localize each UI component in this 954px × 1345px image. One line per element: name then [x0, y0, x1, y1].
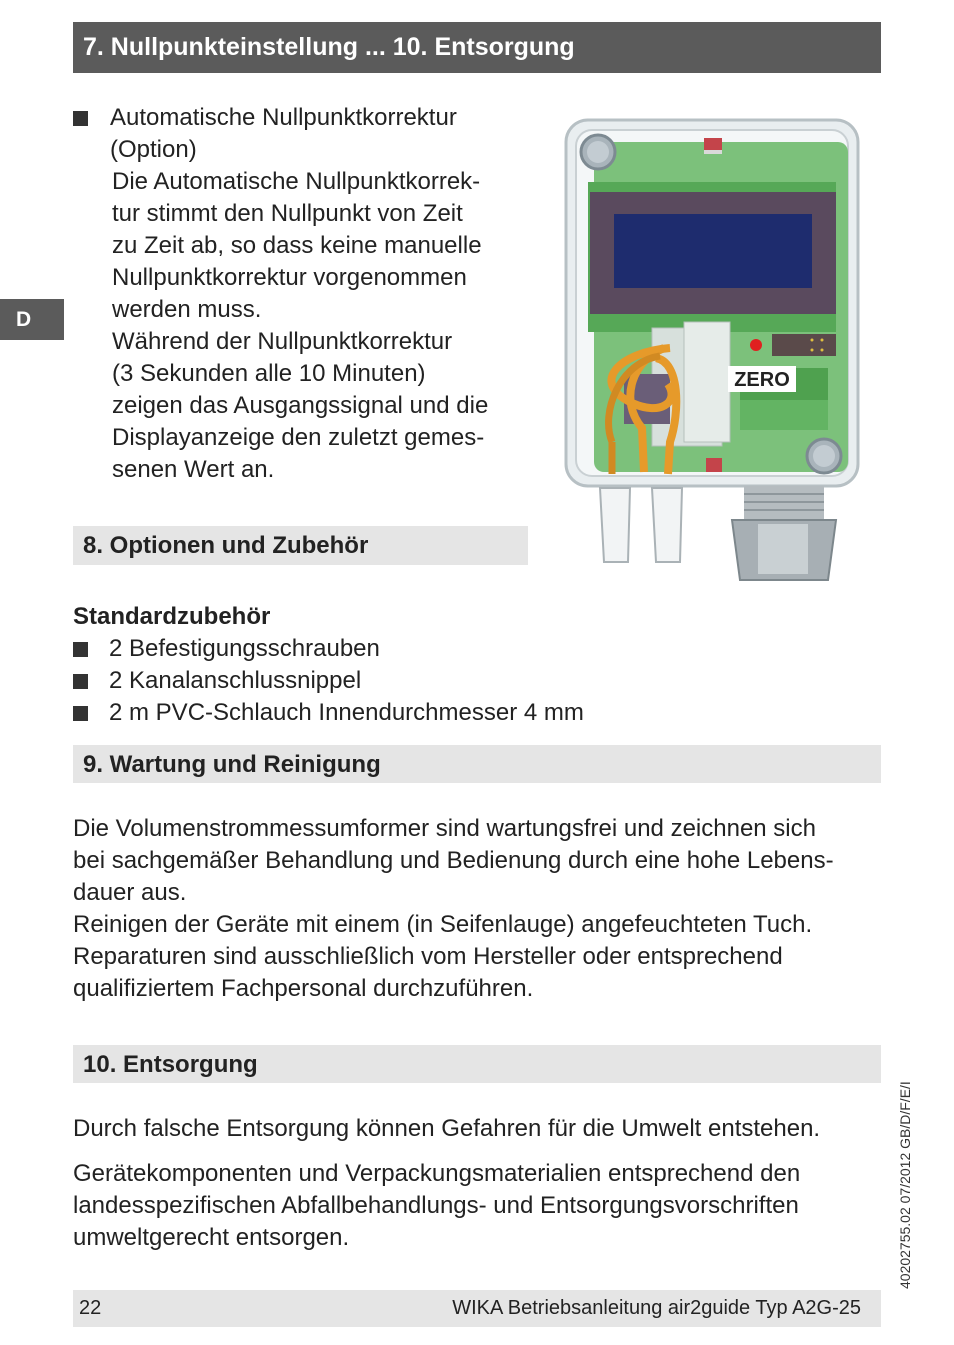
section-maintenance-header: 9. Wartung und Reinigung: [73, 745, 881, 783]
footer-doc-title: WIKA Betriebsanleitung air2guide Typ A2G-25: [452, 1297, 861, 1319]
text-line: dauer aus.: [73, 879, 187, 906]
standard-accessories-heading: Standardzubehör: [73, 603, 271, 630]
zero-label: ZERO: [734, 369, 790, 391]
list-item: 2 Kanalanschlussnippel: [73, 665, 773, 697]
text-line: Die Volumenstrommessumformer sind wartungsfrei und zeichnen sich: [73, 815, 816, 842]
auto-zero-desc-line: Nullpunktkorrektur vorgenommen: [112, 264, 467, 291]
section-disposal-header: 10. Entsorgung: [73, 1045, 881, 1083]
text-line: Gerätekomponenten und Verpackungsmaterialien entsprechend den: [73, 1160, 801, 1187]
auto-zero-desc-line: zeigen das Ausgangssignal und die: [112, 392, 489, 419]
text-line: landesspezifischen Abfallbehandlungs- und Entsorgungsvorschriften: [73, 1192, 799, 1219]
list-item: 2 m PVC-Schlauch Innendurchmesser 4 mm: [73, 697, 773, 729]
text-line: umweltgerecht entsorgen.: [73, 1224, 350, 1251]
bullet-square-icon: [73, 111, 88, 126]
auto-zero-bullet: [73, 102, 533, 486]
auto-zero-desc-line: Die Automatische Nullpunktkorrek-: [112, 168, 481, 195]
bullet-square-icon: [73, 674, 88, 689]
language-tab: D: [0, 299, 64, 340]
chapter-header: 7. Nullpunkteinstellung ... 10. Entsorgung: [73, 22, 881, 73]
auto-zero-desc-line: (3 Sekunden alle 10 Minuten): [112, 360, 426, 387]
page-footer: [73, 1290, 881, 1327]
auto-zero-desc-line: werden muss.: [112, 296, 262, 323]
auto-zero-title: Automatische Nullpunktkorrektur: [110, 104, 457, 131]
auto-zero-text: [110, 102, 533, 486]
disposal-warning-text: Durch falsche Entsorgung können Gefahren für die Umwelt entstehen.: [73, 1115, 821, 1142]
page-number: 22: [79, 1297, 102, 1319]
text-line: bei sachgemäßer Behandlung und Bedienung durch eine hohe Lebens-: [73, 847, 834, 874]
section-options-header: 8. Optionen und Zubehör: [73, 526, 528, 565]
device-illustration: [560, 112, 865, 582]
bullet-square-icon: [73, 706, 88, 721]
accessories-list: [73, 633, 773, 729]
text-line: Reinigen der Geräte mit einem (in Seifenlauge) angefeuchteten Tuch.: [73, 911, 813, 938]
text-line: Reparaturen sind ausschließlich vom Hersteller oder entsprechend: [73, 943, 783, 970]
maintenance-text: [73, 813, 883, 1005]
bullet-square-icon: [73, 642, 88, 657]
list-item: 2 Befestigungsschrauben: [73, 633, 773, 665]
auto-zero-desc-line: tur stimmt den Nullpunkt von Zeit: [112, 200, 463, 227]
disposal-instructions-text: [73, 1158, 883, 1254]
auto-zero-desc-line: Während der Nullpunktkorrektur: [112, 328, 453, 355]
auto-zero-desc-line: zu Zeit ab, so dass keine manuelle: [112, 232, 482, 259]
document-code: 40202755.02 07/2012 GB/D/F/E/I: [897, 1081, 913, 1289]
auto-zero-option: (Option): [110, 136, 197, 163]
text-line: qualifiziertem Fachpersonal durchzuführen.: [73, 975, 534, 1002]
auto-zero-desc-line: Displayanzeige den zuletzt gemes-: [112, 424, 485, 451]
auto-zero-desc-line: senen Wert an.: [112, 456, 275, 483]
